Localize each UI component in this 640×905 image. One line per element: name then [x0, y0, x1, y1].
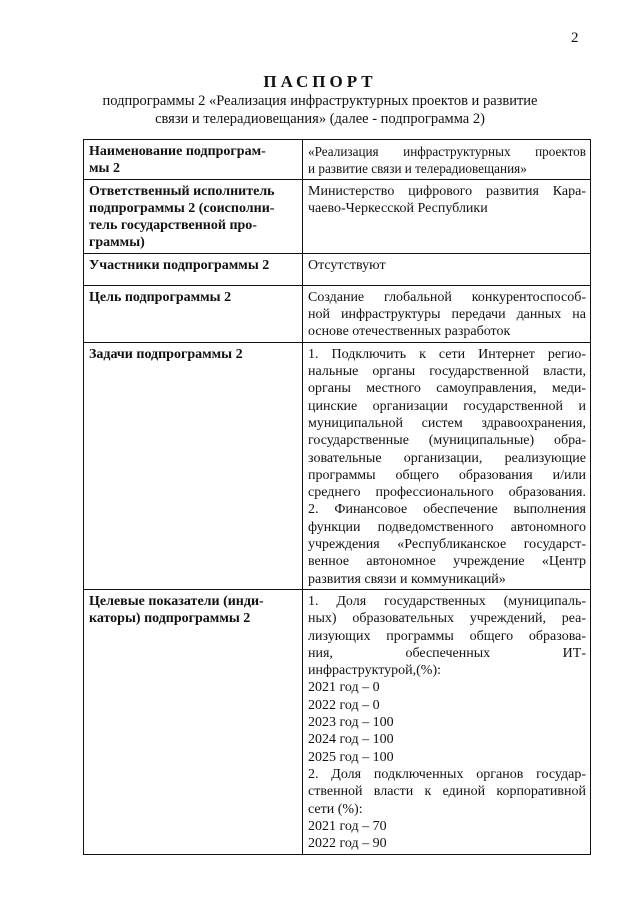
row-value [303, 253, 591, 285]
value-line: сети (%): [308, 801, 363, 817]
value-line: основе отечественных разработок [308, 324, 511, 340]
value-line: цинские организации государственной и [308, 398, 586, 414]
value-line: государственные (муниципальные) обра- [308, 433, 586, 449]
value-line: ных) образовательных учреждений, реа- [308, 611, 586, 627]
value-line: зовательные организации, реализующие [308, 450, 586, 466]
table-row [84, 140, 591, 180]
value-line: чаево-Черкесской Республики [308, 200, 488, 216]
row-label [84, 285, 303, 342]
label-line: Цель подпрограммы 2 [89, 289, 232, 305]
label-line: Наименование подпрограм- [89, 144, 266, 159]
row-value [303, 342, 591, 589]
label-line: тель государственной про- [89, 218, 257, 234]
value-line: лизующих программы общего образова- [308, 628, 586, 644]
value-line: муниципальной систем здравоохранения, [308, 415, 586, 431]
value-line: развития связи и коммуникаций» [308, 571, 506, 587]
value-line: и развитие связи и телерадиовещания» [308, 161, 527, 177]
label-line: мы 2 [89, 161, 120, 177]
value-line: 2. Доля подключенных органов государ- [308, 766, 586, 782]
row-label [84, 342, 303, 589]
value-line: ной инфраструктуры передачи данных на [308, 307, 586, 323]
value-line: 2021 год – 0 [308, 680, 380, 696]
value-line: органы местного самоуправления, меди- [308, 381, 586, 397]
table-row [84, 285, 591, 342]
value-line: 2. Финансовое обеспечение выполнения [308, 502, 586, 518]
value-line: 2022 год – 0 [308, 697, 380, 713]
value-line: 2022 год – 90 [308, 836, 387, 852]
label-line: Целевые показатели (инди- [89, 593, 264, 609]
label-line: граммы) [89, 235, 145, 251]
table-row [84, 253, 591, 285]
row-value [303, 285, 591, 342]
value-line: программы общего образования и/или [308, 467, 586, 483]
table-row [84, 179, 591, 253]
row-label [84, 179, 303, 253]
subtitle-line: связи и телерадиовещания» (далее - подпрограмма 2) [155, 111, 485, 127]
label-line: каторы) подпрограммы 2 [89, 611, 251, 627]
row-label [84, 589, 303, 854]
value-line: 1. Подключить к сети Интернет регио- [308, 346, 586, 362]
value-line: венное автономное учреждение «Центр [308, 554, 586, 570]
value-line: 1. Доля государственных (муниципаль- [308, 593, 586, 609]
value-line: функции подведомственного автономного [308, 519, 586, 535]
value-line: ственной власти к единой корпоративной [308, 784, 586, 800]
value-line: 2024 год – 100 [308, 732, 394, 748]
row-value [303, 179, 591, 253]
label-line: Задачи подпрограммы 2 [89, 346, 243, 362]
value-line: 2021 год – 70 [308, 818, 387, 834]
page-number: 2 [571, 30, 579, 46]
row-label [84, 253, 303, 285]
value-line: Министерство цифрового развития Кара- [308, 183, 586, 199]
value-line: ния, обеспеченных ИТ- [308, 645, 586, 661]
value-line: Создание глобальной конкурентоспособ- [308, 289, 586, 305]
table-row [84, 589, 591, 854]
subtitle-line: подпрограммы 2 «Реализация инфраструктурных проектов и развитие [102, 93, 538, 109]
value-line: нальные органы государственной власти, [308, 364, 586, 380]
label-line: Ответственный исполнитель [89, 183, 275, 199]
row-value [303, 589, 591, 854]
label-line: подпрограммы 2 (соисполни- [89, 200, 275, 216]
value-line: инфраструктурой,(%): [308, 663, 442, 679]
value-line: 2025 год – 100 [308, 749, 394, 765]
passport-table [83, 139, 591, 855]
value-line: «Реализация инфраструктурных проектов [308, 144, 586, 159]
value-line: 2023 год – 100 [308, 715, 394, 731]
value-line: Отсутствуют [308, 257, 386, 273]
row-label [84, 140, 303, 180]
row-value [303, 140, 591, 180]
value-line: среднего профессионального образования. [308, 485, 586, 501]
value-line: учреждения «Республиканское государст- [308, 537, 586, 553]
document-subtitle [60, 92, 580, 128]
document-title: ПАСПОРТ [263, 72, 377, 91]
table-row [84, 342, 591, 589]
label-line: Участники подпрограммы 2 [89, 257, 270, 273]
